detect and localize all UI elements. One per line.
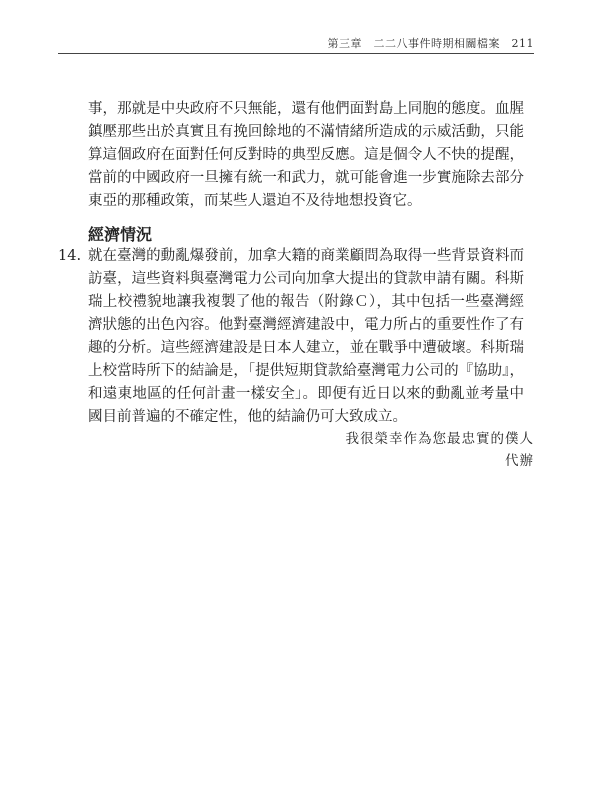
item-text: 就在臺灣的動亂爆發前，加拿大籍的商業顧問為取得一些背景資料而訪臺，這些資料與臺灣電力公司向加拿大提出的貸款申請有關。科斯瑞上校禮貌地讓我複製了他的報告（附錄Ｃ），其中包括一些臺灣經濟狀態的出色內容。他對臺灣經濟建設中，電力所占的重要性作了有趣的分析。這些經濟建設是日本人建立，並在戰爭中遭破壞。科斯瑞上校當時所下的結論是，「提供短期貸款給臺灣電力公司的『協助』，和遠東地區的任何計畫一樣安全」。即便有近日以來的動亂並考量中國目前普遍的不確定性，他的結論仍可大致成立。: [88, 248, 524, 425]
section-heading: 經濟情況: [88, 225, 153, 244]
closing-salutation: 我很榮幸作為您最忠實的僕人: [345, 431, 534, 447]
numbered-item: [58, 245, 524, 429]
closing-signature: 代辦: [505, 453, 534, 469]
closing-block: [346, 428, 535, 472]
item-number: 14.: [58, 248, 82, 264]
body-paragraph: 事，那就是中央政府不只無能，還有他們面對島上同胞的態度。血腥鎮壓那些出於真實且有挽回餘地的不滿情緒所造成的示威活動，只能算這個政府在面對任何反對時的典型反應。這是個令人不快的提醒，當前的中國政府一旦擁有統一和武力，就可能會進一步實施除去部分東亞的那種政策，而某些人還迫不及待地想投資它。: [88, 101, 524, 209]
running-header: 第三章 二二八事件時期相關檔案 211: [327, 37, 534, 50]
header-rule: [58, 53, 534, 54]
